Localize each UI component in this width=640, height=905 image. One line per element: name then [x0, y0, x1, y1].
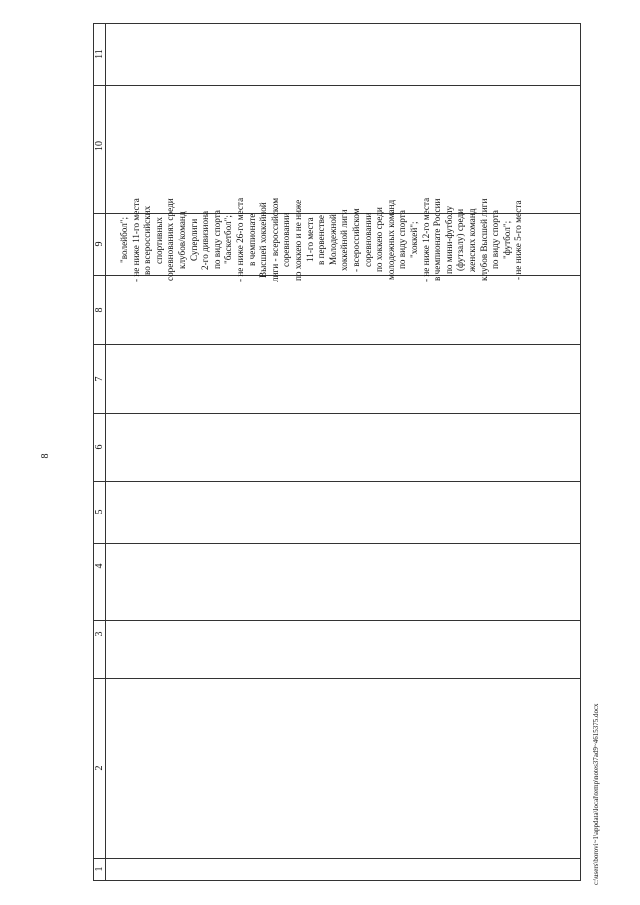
column-number-11: 11	[94, 49, 105, 59]
column-border-3-4	[94, 620, 580, 621]
column-border-10-11	[94, 85, 580, 86]
page-number: 8	[40, 453, 51, 459]
column-10-line: клубов Высшей лиги	[478, 198, 489, 282]
column-number-5: 5	[94, 509, 105, 515]
column-10-line: по мини-футболу	[443, 205, 454, 275]
column-10-line: - не ниже 26-го места	[235, 197, 245, 283]
column-10-line: по виду спорта	[490, 210, 501, 270]
column-10-text	[119, 90, 524, 570]
column-10-line: соревнованиях среди	[165, 198, 176, 282]
column-10-line: спортивных	[153, 216, 164, 264]
column-10-line: Суперлиги	[188, 218, 199, 262]
column-10-line: "баскетбол";	[223, 215, 234, 265]
column-10-line: по виду спорта	[211, 210, 222, 270]
column-10-line: - не ниже 11-го места	[130, 198, 141, 282]
column-10-line: по хоккею и не ниже	[293, 199, 303, 281]
column-10-line: женских команд	[467, 208, 477, 272]
column-number-8: 8	[94, 307, 105, 313]
column-number-1: 1	[94, 866, 105, 872]
column-10-line: во всероссийских	[142, 205, 153, 275]
column-border-1-2	[94, 858, 580, 859]
column-border-2-3	[94, 678, 580, 679]
column-10-line: 11-го места	[304, 217, 315, 263]
column-number-6: 6	[94, 444, 105, 450]
column-number-2: 2	[94, 765, 105, 771]
column-number-9: 9	[94, 241, 105, 247]
column-10-line: - всероссийском	[351, 208, 361, 272]
column-10-line: Высшей хоккейной	[258, 202, 269, 278]
column-10-line: Молодежной	[327, 214, 338, 266]
column-10-line: по хоккею среди	[374, 207, 385, 273]
column-10-line: в чемпионате	[246, 213, 257, 267]
column-number-10: 10	[94, 141, 105, 151]
column-10-line: - не ниже 12-го места	[420, 197, 431, 283]
column-number-7: 7	[94, 376, 105, 382]
column-10-line: (футзалу) среди	[455, 208, 466, 272]
column-10-line: молодежных команд	[385, 199, 396, 281]
column-10-line: клубов/команд	[177, 211, 187, 269]
column-10-line: по виду спорта	[397, 210, 408, 270]
column-10-line: "футбол";	[501, 220, 512, 260]
column-10-line: лиги - всероссийском	[269, 197, 280, 283]
column-10-line: "хоккей";	[409, 221, 419, 259]
column-number-3: 3	[94, 631, 105, 637]
column-10-line: хоккейной лиги	[339, 209, 350, 271]
column-10-line: в чемпионате России	[432, 198, 443, 282]
column-10-line: 2-го дивизиона	[200, 210, 211, 270]
column-10-line: - не ниже 5-го места	[513, 200, 524, 280]
column-10-line: в первенстве	[316, 215, 327, 265]
column-10-line: соревновании	[362, 212, 373, 268]
footer-file-path: c:\users\borovi~1\appdata\local\temp\notes37ad9~4615375.docx	[592, 703, 600, 885]
column-10-line: соревновании	[281, 212, 292, 268]
column-number-4: 4	[94, 563, 105, 569]
column-10-line: "волейбол";	[119, 216, 129, 264]
